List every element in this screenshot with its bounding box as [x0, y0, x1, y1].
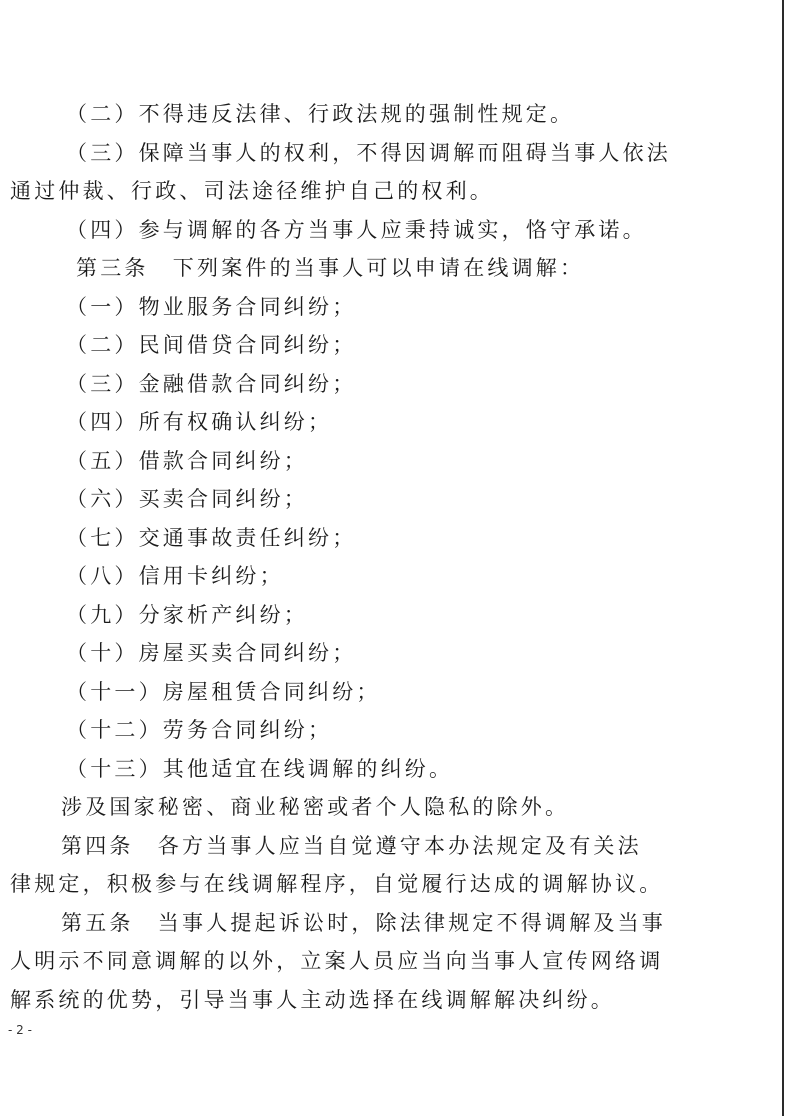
- text-line: （四）参与调解的各方当事人应秉持诚实，恪守承诺。: [66, 218, 647, 242]
- list-item: （十二）劳务合同纠纷；: [66, 718, 333, 742]
- list-item: （六）买卖合同纠纷；: [66, 487, 308, 511]
- list-item: （五）借款合同纠纷；: [66, 449, 308, 473]
- text-line: （二）不得违反法律、行政法规的强制性规定。: [66, 102, 575, 126]
- list-item: （七）交通事故责任纠纷；: [66, 526, 357, 550]
- text-line: 解系统的优势，引导当事人主动选择在线调解解决纠纷。: [10, 988, 615, 1012]
- page-edge-border: [782, 0, 784, 1116]
- text-line: （三）保障当事人的权利，不得因调解而阻碍当事人依法: [66, 141, 671, 165]
- text-line: 通过仲裁、行政、司法途径维护自己的权利。: [10, 179, 494, 203]
- text-line: 涉及国家秘密、商业秘密或者个人隐私的除外。: [61, 795, 570, 819]
- list-item: （十）房屋买卖合同纠纷；: [66, 641, 357, 665]
- list-item: （十一）房屋租赁合同纠纷；: [66, 680, 381, 704]
- article-heading-line: 第三条 下列案件的当事人可以申请在线调解：: [76, 256, 585, 280]
- article-heading-line: 第四条 各方当事人应当自觉遵守本办法规定及有关法: [61, 834, 642, 858]
- article-heading-line: 第五条 当事人提起诉讼时，除法律规定不得调解及当事: [61, 911, 666, 935]
- text-line: 律规定，积极参与在线调解程序，自觉履行达成的调解协议。: [10, 872, 664, 896]
- text-line: 人明示不同意调解的以外，立案人员应当向当事人宣传网络调: [10, 949, 664, 973]
- page-number: - 2 -: [8, 1023, 32, 1037]
- list-item: （三）金融借款合同纠纷；: [66, 372, 357, 396]
- list-item: （八）信用卡纠纷；: [66, 564, 284, 588]
- list-item: （四）所有权确认纠纷；: [66, 410, 333, 434]
- list-item: （二）民间借贷合同纠纷；: [66, 333, 357, 357]
- list-item: （一）物业服务合同纠纷；: [66, 295, 357, 319]
- list-item: （九）分家析产纠纷；: [66, 603, 308, 627]
- list-item: （十三）其他适宜在线调解的纠纷。: [66, 757, 454, 781]
